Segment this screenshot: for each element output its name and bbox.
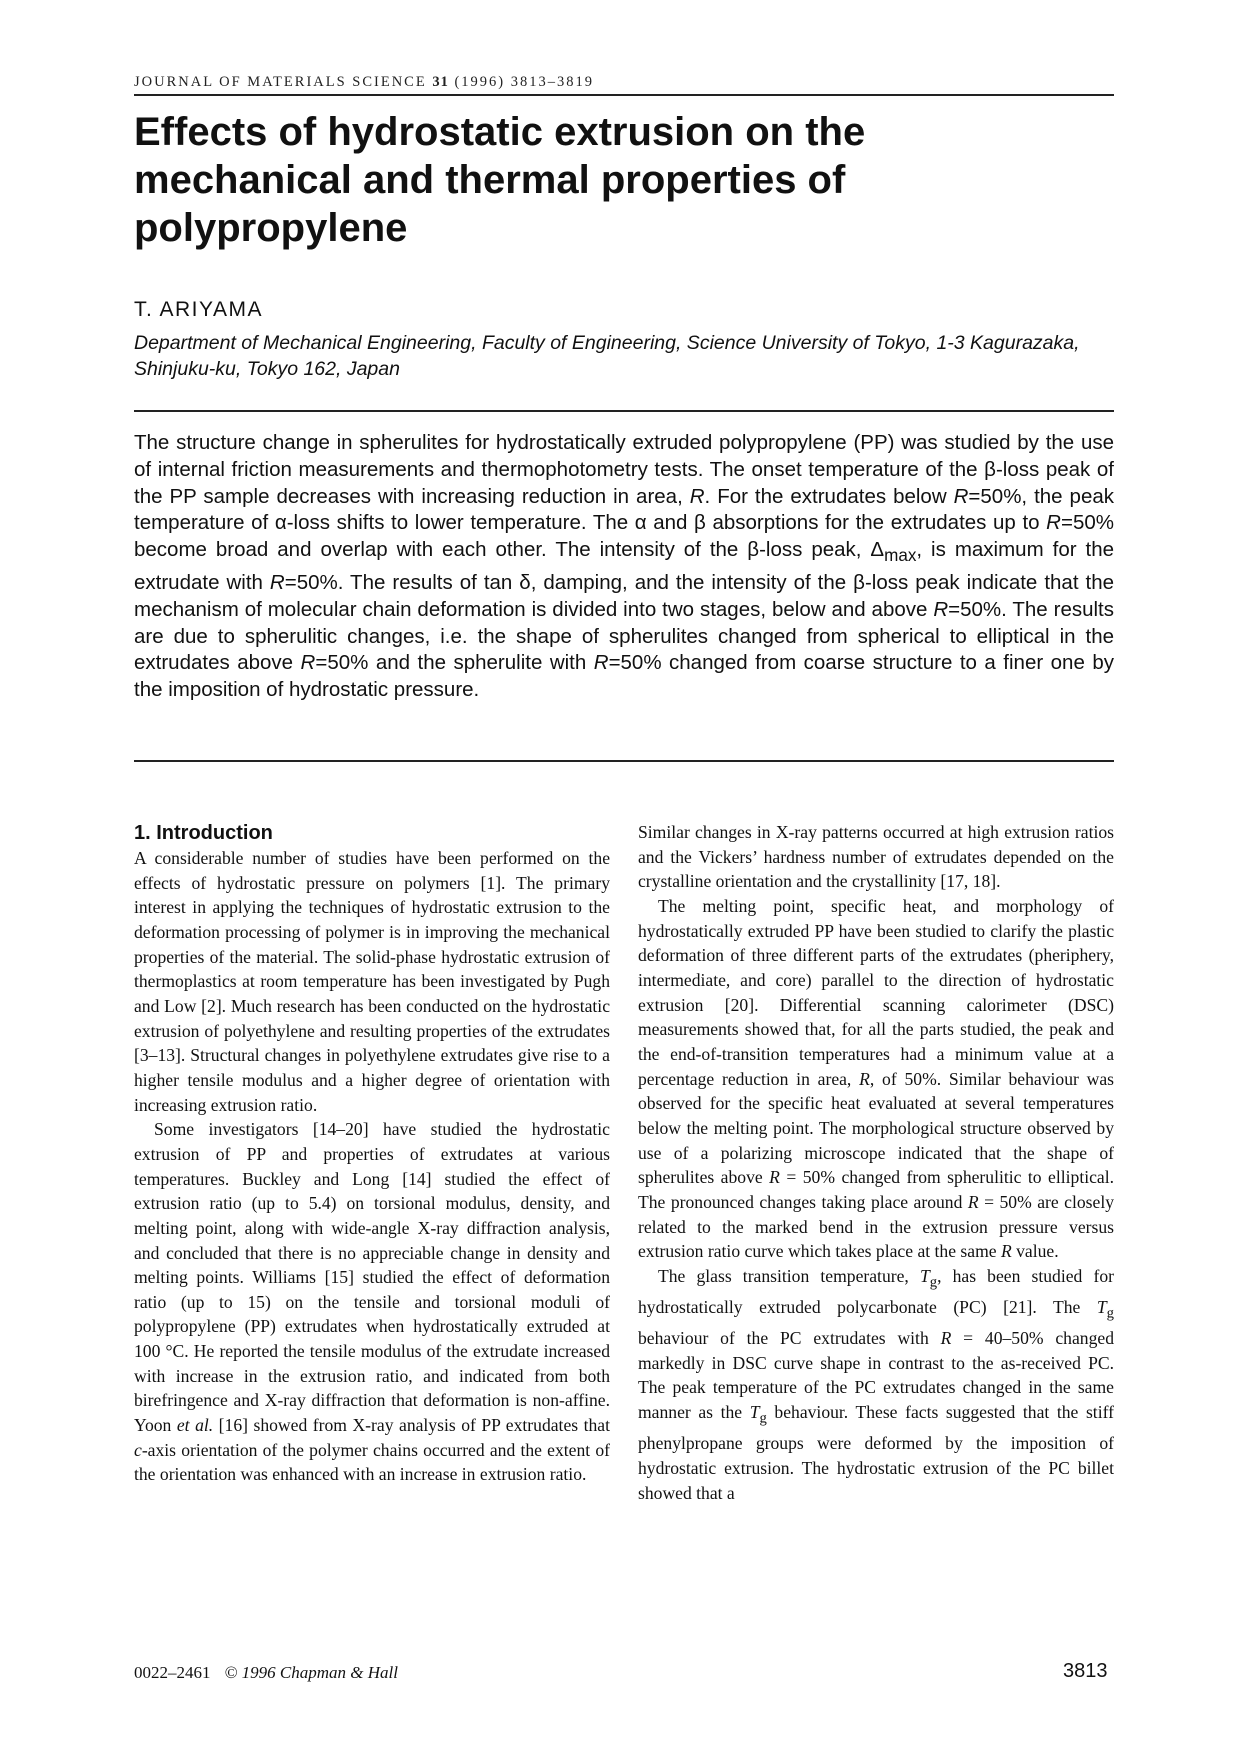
- paper-title: Effects of hydrostatic extrusion on the mechanical and thermal properties of polypropylene: [134, 110, 866, 250]
- abstract-bottom-rule: [134, 760, 1114, 762]
- journal-name: JOURNAL OF MATERIALS SCIENCE: [134, 74, 427, 90]
- section-heading-introduction: 1. Introduction: [134, 822, 273, 844]
- journal-volume: 31: [432, 74, 449, 90]
- header-rule: [134, 94, 1114, 96]
- paragraph: Similar changes in X-ray patterns occurred at high extrusion ratios and the Vickers’ hardness number of extrudates depended on the crystalline orientation and the crystallinity [17, 18].: [638, 822, 1114, 892]
- abstract: The structure change in spherulites for hydrostatically extruded polypropylene (PP) was studied by the use of internal friction measurements and thermophotometry tests. The onset temperature of the β-loss peak of the PP sample decreases with increasing reduction in area, R. For the extrudates below R=50%, the peak temperature of α-loss shifts to lower temperature. The α and β absorptions for the extrudates up to R=50% become broad and overlap with each other. The intensity of the β-loss peak, $\Delta_{max}$, is maximum for the extrudate with R=50%. The results of tan δ, damping, and the intensity of the β-loss peak indicate that the mechanism of molecular chain deformation is divided into two stages, below and above R=50%. The results are due to spherulitic changes, i.e. the shape of spherulites changed from spherical to elliptical in the extrudates above R=50% and the spherulite with R=50% changed from coarse structure to a finer one by the imposition of hydrostatic pressure.: [134, 431, 1114, 702]
- left-column: [134, 820, 610, 1487]
- journal-year-pages: (1996) 3813–3819: [454, 74, 595, 90]
- paragraph: Some investigators [14–20] have studied the hydrostatic extrusion of PP and properties of extrudates at various temperatures. Buckley and Long [14] studied the effect of extrusion ratio (up to 5.4) on torsional modulus, density, and melting point, along with wide-angle X-ray diffraction analysis, and concluded that there is no appreciable change in density and melting points. Williams [15] studied the effect of deformation ratio (up to 15) on the tensile and torsional moduli of polypropylene (PP) extrudates when hydrostatically extruded at 100 °C. He reported the tensile modulus of the extrudate increased with increase in the extrusion ratio, and indicated from both birefringence and X-ray diffraction that deformation is non-affine. Yoon et al. [16] showed from X-ray analysis of PP extrudates that c-axis orientation of the polymer chains occurred and the extent of the orientation was enhanced with an increase in extrusion ratio.: [134, 1119, 610, 1485]
- author-affiliation: Department of Mechanical Engineering, Faculty of Engineering, Science University of Tokyo, 1-3 Kagurazaka, Shinjuku-ku, Tokyo 162, Japan: [134, 332, 1080, 380]
- right-column: [638, 820, 1114, 1505]
- issn: 0022–2461: [134, 1663, 211, 1682]
- journal-header: [134, 74, 594, 91]
- abstract-top-rule: [134, 410, 1114, 412]
- paragraph: A considerable number of studies have been performed on the effects of hydrostatic pressure on polymers [1]. The primary interest in applying the techniques of hydrostatic extrusion to the deformation processing of polymer is in improving the mechanical properties of the material. The solid-phase hydrostatic extrusion of thermoplastics at room temperature has been investigated by Pugh and Low [2]. Much research has been conducted on the hydrostatic extrusion of polyethylene and resulting properties of the extrudates [3–13]. Structural changes in polyethylene extrudates give rise to a higher tensile modulus and a higher degree of orientation with increasing extrusion ratio.: [134, 848, 610, 1115]
- page-number: 3813: [1063, 1660, 1108, 1682]
- copyright-notice: © 1996 Chapman & Hall: [224, 1663, 398, 1682]
- footer-issn-copyright: [134, 1663, 398, 1683]
- paragraph: The melting point, specific heat, and morphology of hydrostatically extruded PP have been studied to clarify the plastic deformation of three different parts of the extrudates (pheriphery, intermediate, and core) parallel to the direction of hydrostatic extrusion [20]. Differential scanning calorimeter (DSC) measurements showed that, for all the parts studied, the peak and the end-of-transition temperatures had a minimum value at a percentage reduction in area, R, of 50%. Similar behaviour was observed for the specific heat evaluated at several temperatures below the melting point. The morphological structure observed by use of a polarizing microscope indicated that the shape of spherulites above R = 50% changed from spherulitic to elliptical. The pronounced changes taking place around R = 50% are closely related to the marked bend in the extrusion pressure versus extrusion ratio curve which takes place at the same R value.: [638, 895, 1115, 1262]
- paragraph: The glass transition temperature, $T_g$, has been studied for hydrostatically extruded polycarbonate (PC) [21]. The $T_g$ behaviour of the PC extrudates with R = 40–50% changed markedly in DSC curve shape in contrast to the as-received PC. The peak temperature of the PC extrudates changed in the same manner as the $T_g$ behaviour. These facts suggested that the stiff phenylpropane groups were deformed by the imposition of hydrostatic extrusion. The hydrostatic extrusion of the PC billet showed that a: [638, 1265, 1114, 1503]
- author-name: T. ARIYAMA: [134, 298, 263, 321]
